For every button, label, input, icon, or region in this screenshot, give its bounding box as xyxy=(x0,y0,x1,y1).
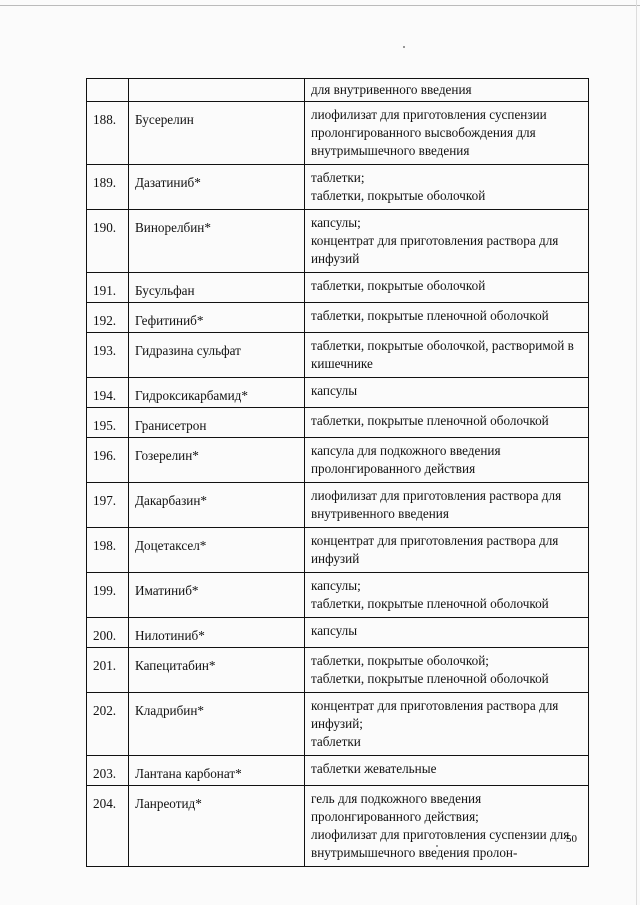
table-cell-form: лиофилизат для приготовления суспензии пролонгированного высвобождения для внутримышечного введения xyxy=(305,102,589,165)
table-row xyxy=(87,483,589,528)
table-cell-form: капсулы; таблетки, покрытые пленочной оболочкой xyxy=(305,573,589,618)
table-cell-form: таблетки, покрытые пленочной оболочкой xyxy=(305,303,589,333)
table-cell-form: капсулы; концентрат для приготовления раствора для инфузий xyxy=(305,210,589,273)
table-row xyxy=(87,165,589,210)
table-cell-form: таблетки, покрытые пленочной оболочкой xyxy=(305,408,589,438)
drug-table-body xyxy=(87,79,589,867)
table-cell-form: таблетки; таблетки, покрытые оболочкой xyxy=(305,165,589,210)
table-cell-name: Гидразина сульфат xyxy=(129,333,305,378)
table-row xyxy=(87,573,589,618)
table-row-continuation xyxy=(87,79,589,102)
table-cell-form: гель для подкожного введения пролонгированного действия; лиофилизат для приготовления суспензии для внутримышечного введения пролон- xyxy=(305,786,589,867)
table-cell-form: таблетки, покрытые оболочкой xyxy=(305,273,589,303)
table-row xyxy=(87,378,589,408)
table-cell-name: Гранисетрон xyxy=(129,408,305,438)
table-cell-name: Дазатиниб* xyxy=(129,165,305,210)
table-row xyxy=(87,528,589,573)
drug-table xyxy=(86,78,589,867)
table-row xyxy=(87,618,589,648)
table-cell-num: 189. xyxy=(87,165,129,210)
table-cell-name: Лантана карбонат* xyxy=(129,756,305,786)
table-cell-num: 193. xyxy=(87,333,129,378)
table-row xyxy=(87,303,589,333)
table-cell-num: 191. xyxy=(87,273,129,303)
table-row xyxy=(87,786,589,867)
table-row xyxy=(87,648,589,693)
table-cell-num: 196. xyxy=(87,438,129,483)
table-cell-form: таблетки, покрытые оболочкой; таблетки, покрытые пленочной оболочкой xyxy=(305,648,589,693)
table-row xyxy=(87,210,589,273)
table-row xyxy=(87,273,589,303)
table-cell-num: 198. xyxy=(87,528,129,573)
scan-edge-top xyxy=(0,5,640,6)
table-cell-name xyxy=(129,79,305,102)
table-cell-name: Гидроксикарбамид* xyxy=(129,378,305,408)
table-cell-form: таблетки, покрытые оболочкой, растворимой в кишечнике xyxy=(305,333,589,378)
table-cell-name: Кладрибин* xyxy=(129,693,305,756)
table-cell-num: 194. xyxy=(87,378,129,408)
table-row xyxy=(87,408,589,438)
table-cell-num xyxy=(87,79,129,102)
table-cell-name: Бусульфан xyxy=(129,273,305,303)
table-cell-form: таблетки жевательные xyxy=(305,756,589,786)
table-cell-name: Бусерелин xyxy=(129,102,305,165)
table-cell-num: 197. xyxy=(87,483,129,528)
table-cell-form: для внутривенного введения xyxy=(305,79,589,102)
table-cell-num: 195. xyxy=(87,408,129,438)
table-cell-num: 199. xyxy=(87,573,129,618)
table-cell-form: капсула для подкожного введения пролонгированного действия xyxy=(305,438,589,483)
table-row xyxy=(87,333,589,378)
table-cell-name: Дакарбазин* xyxy=(129,483,305,528)
page-number: 50 xyxy=(566,833,577,845)
scan-edge-right xyxy=(636,0,637,905)
table-cell-form: концентрат для приготовления раствора для инфузий; таблетки xyxy=(305,693,589,756)
table-cell-num: 201. xyxy=(87,648,129,693)
table-cell-num: 202. xyxy=(87,693,129,756)
table-cell-form: капсулы xyxy=(305,378,589,408)
table-cell-num: 188. xyxy=(87,102,129,165)
table-cell-num: 203. xyxy=(87,756,129,786)
scan-speck xyxy=(403,46,405,48)
table-cell-num: 192. xyxy=(87,303,129,333)
table-cell-name: Винорелбин* xyxy=(129,210,305,273)
table-cell-num: 204. xyxy=(87,786,129,867)
table-cell-name: Иматиниб* xyxy=(129,573,305,618)
table-row xyxy=(87,756,589,786)
table-cell-num: 190. xyxy=(87,210,129,273)
table-cell-name: Гозерелин* xyxy=(129,438,305,483)
table-cell-name: Ланреотид* xyxy=(129,786,305,867)
table-row xyxy=(87,102,589,165)
table-row xyxy=(87,438,589,483)
table-cell-name: Капецитабин* xyxy=(129,648,305,693)
table-cell-name: Гефитиниб* xyxy=(129,303,305,333)
table-cell-num: 200. xyxy=(87,618,129,648)
table-row xyxy=(87,693,589,756)
table-cell-name: Нилотиниб* xyxy=(129,618,305,648)
table-cell-form: лиофилизат для приготовления раствора для внутривенного введения xyxy=(305,483,589,528)
table-cell-form: капсулы xyxy=(305,618,589,648)
table-cell-name: Доцетаксел* xyxy=(129,528,305,573)
table-cell-form: концентрат для приготовления раствора для инфузий xyxy=(305,528,589,573)
